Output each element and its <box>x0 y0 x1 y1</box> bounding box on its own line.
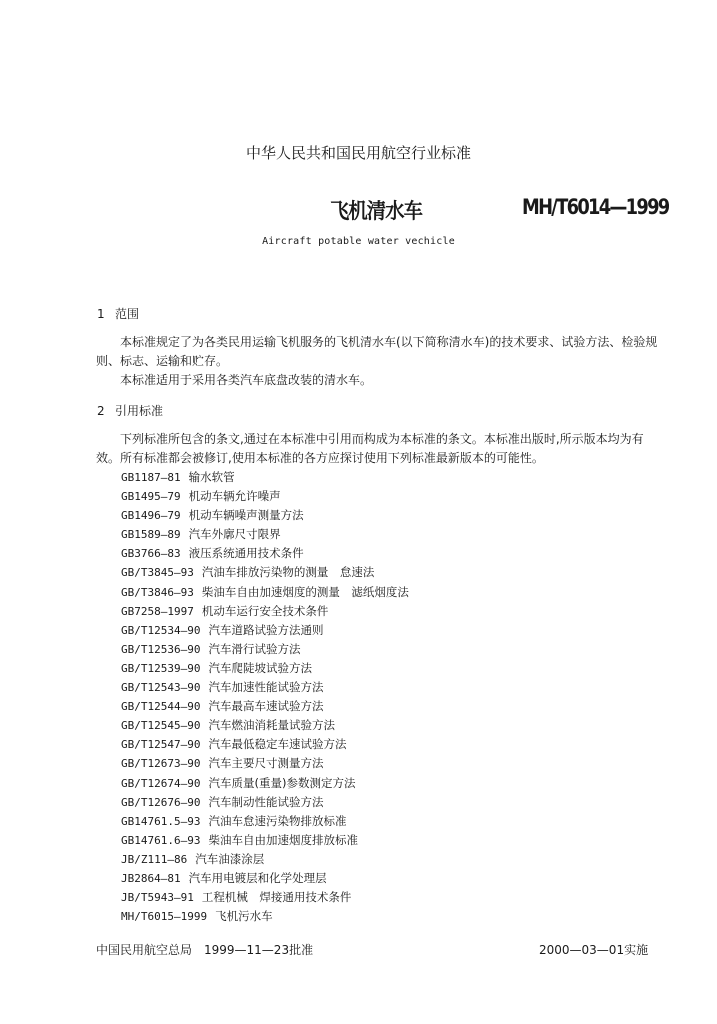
reference-code: GB/T3845—93 <box>121 566 194 580</box>
reference-title: 汽车质量(重量)参数测定方法 <box>208 775 356 790</box>
reference-code: GB14761.5—93 <box>121 814 201 828</box>
reference-title: 汽车最低稳定车速试验方法 <box>208 737 347 752</box>
reference-code: GB/T12674—90 <box>121 776 201 790</box>
approval-date: 中国民用航空总局 1999—11—23批准 <box>96 943 314 957</box>
section-number: 1 <box>97 307 105 321</box>
standard-code: MH/T6014—1999 <box>522 195 669 219</box>
reference-title: 柴油车自由加速烟度的测量 滤纸烟度法 <box>201 584 409 599</box>
reference-item <box>121 831 409 850</box>
reference-title: 汽车最高车速试验方法 <box>208 699 324 714</box>
reference-item <box>121 812 409 831</box>
section-title: 范围 <box>115 307 140 321</box>
reference-title: 汽车主要尺寸测量方法 <box>208 756 324 771</box>
reference-title: 飞机污水车 <box>215 909 273 924</box>
reference-item <box>121 525 409 544</box>
reference-title: 汽车用电镀层和化学处理层 <box>188 870 327 885</box>
english-title: Aircraft potable water vechicle <box>262 236 455 247</box>
reference-title: 汽车加速性能试验方法 <box>208 680 324 695</box>
reference-item <box>121 583 409 602</box>
reference-item <box>121 659 409 678</box>
reference-title: 汽油车怠速污染物排放标准 <box>208 813 347 828</box>
reference-title: 液压系统通用技术条件 <box>188 546 304 561</box>
section-2-heading <box>97 402 163 419</box>
section-1-paragraph-2: 本标准适用于采用各类汽车底盘改装的清水车。 <box>120 373 373 387</box>
reference-item <box>121 850 409 869</box>
reference-item <box>121 602 409 621</box>
reference-title: 机动车辆允许噪声 <box>188 489 281 504</box>
standard-category-header: 中华人民共和国民用航空行业标准 <box>245 144 471 162</box>
reference-item <box>121 621 409 640</box>
reference-code: GB/T12534—90 <box>121 623 201 637</box>
reference-title: 柴油车自由加速烟度排放标准 <box>208 832 358 847</box>
reference-item <box>121 506 409 525</box>
reference-code: GB1589—89 <box>121 528 181 542</box>
reference-item <box>121 888 409 907</box>
reference-title: 汽车滑行试验方法 <box>208 641 301 656</box>
reference-item <box>121 735 409 754</box>
section-title: 引用标准 <box>115 404 164 418</box>
reference-title: 机动车辆噪声测量方法 <box>188 508 304 523</box>
reference-title: 汽车燃油消耗量试验方法 <box>208 718 335 733</box>
reference-code: GB/T12543—90 <box>121 681 201 695</box>
reference-item <box>121 869 409 888</box>
reference-code: GB1496—79 <box>121 509 181 523</box>
reference-item <box>121 697 409 716</box>
reference-item <box>121 640 409 659</box>
reference-code: GB/T12547—90 <box>121 738 201 752</box>
reference-code: GB7258—1997 <box>121 604 194 618</box>
reference-item <box>121 774 409 793</box>
reference-code: GB14761.6—93 <box>121 833 201 847</box>
section-1-paragraph-1: 本标准规定了为各类民用运输飞机服务的飞机清水车(以下简称清水车)的技术要求、试验方法、检验规则、标志、运输和贮存。 <box>96 335 658 368</box>
reference-title: 汽车道路试验方法通则 <box>208 622 324 637</box>
reference-code: GB/T12539—90 <box>121 661 201 675</box>
section-1-heading <box>97 305 139 322</box>
reference-item <box>121 487 409 506</box>
reference-title: 汽车爬陡坡试验方法 <box>208 660 312 675</box>
reference-code: GB/T12536—90 <box>121 642 201 656</box>
reference-item <box>121 716 409 735</box>
document-title: 飞机清水车 <box>330 199 422 223</box>
reference-title: 汽车油漆涂层 <box>195 851 265 866</box>
reference-item <box>121 563 409 582</box>
reference-code: JB/T5943—91 <box>121 891 194 905</box>
reference-code: GB/T12673—90 <box>121 757 201 771</box>
reference-code: GB1495—79 <box>121 490 181 504</box>
reference-item <box>121 678 409 697</box>
reference-code: GB/T12545—90 <box>121 719 201 733</box>
reference-item <box>121 793 409 812</box>
reference-title: 机动车运行安全技术条件 <box>201 603 329 618</box>
reference-title: 汽油车排放污染物的测量 怠速法 <box>201 565 375 580</box>
reference-code: MH/T6015—1999 <box>121 910 208 924</box>
reference-item <box>121 754 409 773</box>
section-2-paragraph-1: 下列标准所包含的条文,通过在本标准中引用而构成为本标准的条文。本标准出版时,所示版本均为有效。所有标准都会被修订,使用本标准的各方应探讨使用下列标准最新版本的可能性。 <box>96 432 644 465</box>
reference-list <box>121 468 409 926</box>
reference-code: GB/T12676—90 <box>121 795 201 809</box>
reference-title: 工程机械 焊接通用技术条件 <box>201 890 352 905</box>
reference-title: 汽车制动性能试验方法 <box>208 794 324 809</box>
reference-item <box>121 544 409 563</box>
reference-item <box>121 468 409 487</box>
reference-code: JB2864—81 <box>121 871 181 885</box>
reference-code: GB/T12544—90 <box>121 700 201 714</box>
section-number: 2 <box>97 404 105 418</box>
reference-item <box>121 907 409 926</box>
reference-code: GB3766—83 <box>121 547 181 561</box>
reference-code: JB/Z111—86 <box>121 852 188 866</box>
reference-title: 汽车外廓尺寸限界 <box>188 527 281 542</box>
effective-date: 2000—03—01实施 <box>539 943 649 957</box>
reference-title: 输水软管 <box>188 470 235 484</box>
reference-code: GB/T3846—93 <box>121 585 194 599</box>
reference-code: GB1187—81 <box>121 471 181 484</box>
